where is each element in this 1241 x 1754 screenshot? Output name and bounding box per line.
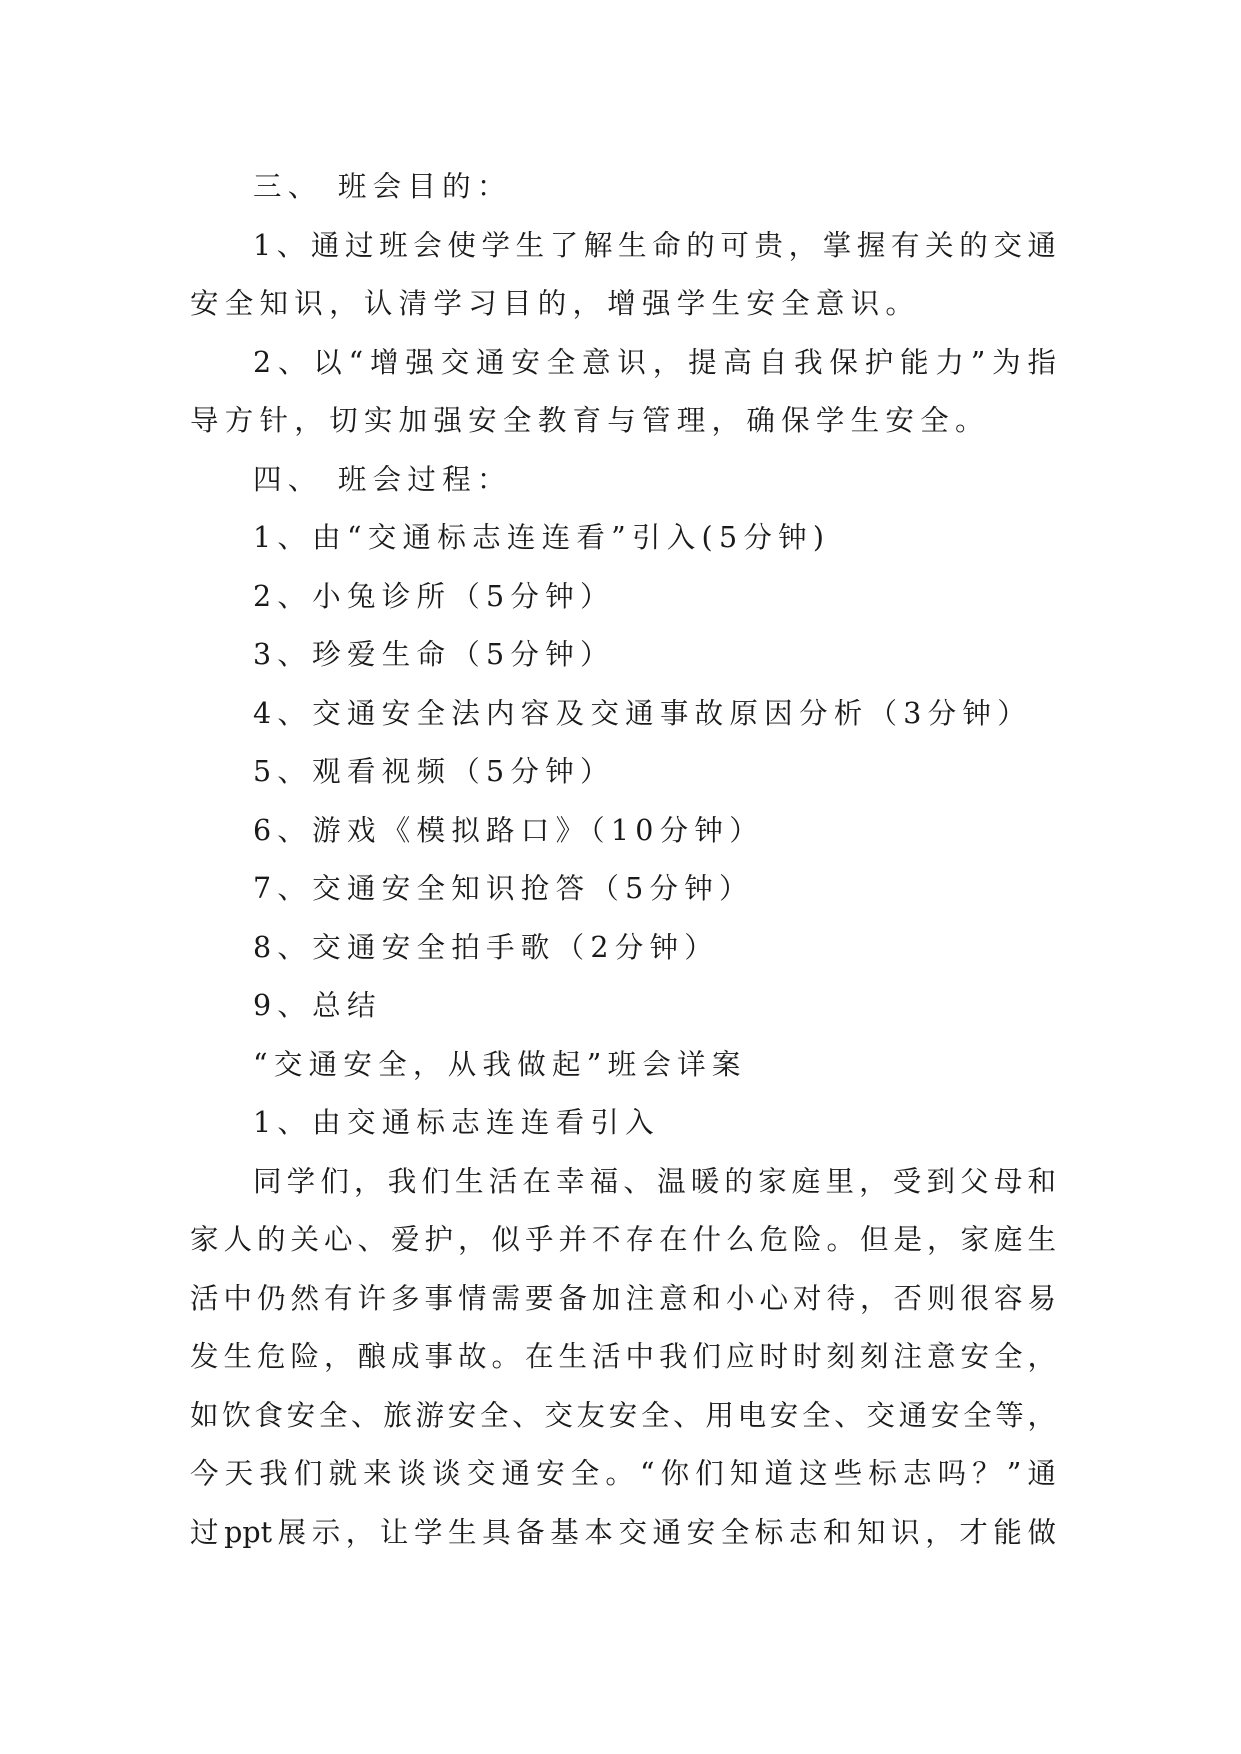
list-item: 1、由“交通标志连连看”引入(5分钟): [253, 521, 831, 554]
paragraph-line: 安全知识，认清学习目的，增强学生安全意识。: [190, 287, 921, 320]
paragraph-line: 家人的关心、爱护，似乎并不存在什么危险。但是，家庭生: [190, 1223, 1056, 1256]
list-item: 7、交通安全知识抢答（5分钟）: [253, 872, 754, 905]
paragraph-line: 发生危险，酿成事故。在生活中我们应时时刻刻注意安全，: [190, 1340, 1056, 1373]
paragraph-line: 2、以“增强交通安全意识，提高自我保护能力”为指: [253, 345, 1056, 379]
section-heading-purpose: 三、 班会目的：: [253, 170, 512, 203]
paragraph-line: 过ppt展示，让学生具备基本交通安全标志和知识，才能做: [190, 1515, 1056, 1549]
list-item: 4、交通安全法内容及交通事故原因分析（3分钟）: [253, 696, 1032, 730]
list-item: 3、珍爱生命（5分钟）: [253, 638, 615, 671]
list-item: 9、总结: [253, 989, 382, 1022]
section-heading-process: 四、 班会过程：: [253, 462, 512, 496]
paragraph-line: 如饮食安全、旅游安全、交友安全、用电安全、交通安全等，: [190, 1398, 1056, 1432]
detail-plan-title: “交通安全，从我做起”班会详案: [253, 1047, 747, 1081]
document-body: [190, 158, 1056, 1562]
list-item: 2、小兔诊所（5分钟）: [253, 579, 615, 613]
list-item: 8、交通安全拍手歌（2分钟）: [253, 930, 720, 964]
paragraph-line: 同学们，我们生活在幸福、温暖的家庭里，受到父母和: [253, 1164, 1056, 1198]
paragraph-line: 导方针，切实加强安全教育与管理，确保学生安全。: [190, 404, 990, 437]
paragraph-line: 今天我们就来谈谈交通安全。“你们知道这些标志吗？”通: [190, 1457, 1056, 1490]
paragraph-line: 1、通过班会使学生了解生命的可贵，掌握有关的交通: [253, 228, 1056, 262]
subsection-heading: 1、由交通标志连连看引入: [253, 1106, 660, 1139]
list-item: 6、游戏《模拟路口》（10分钟）: [253, 813, 764, 847]
paragraph-line: 活中仍然有许多事情需要备加注意和小心对待，否则很容易: [190, 1281, 1056, 1315]
list-item: 5、观看视频（5分钟）: [253, 755, 615, 788]
